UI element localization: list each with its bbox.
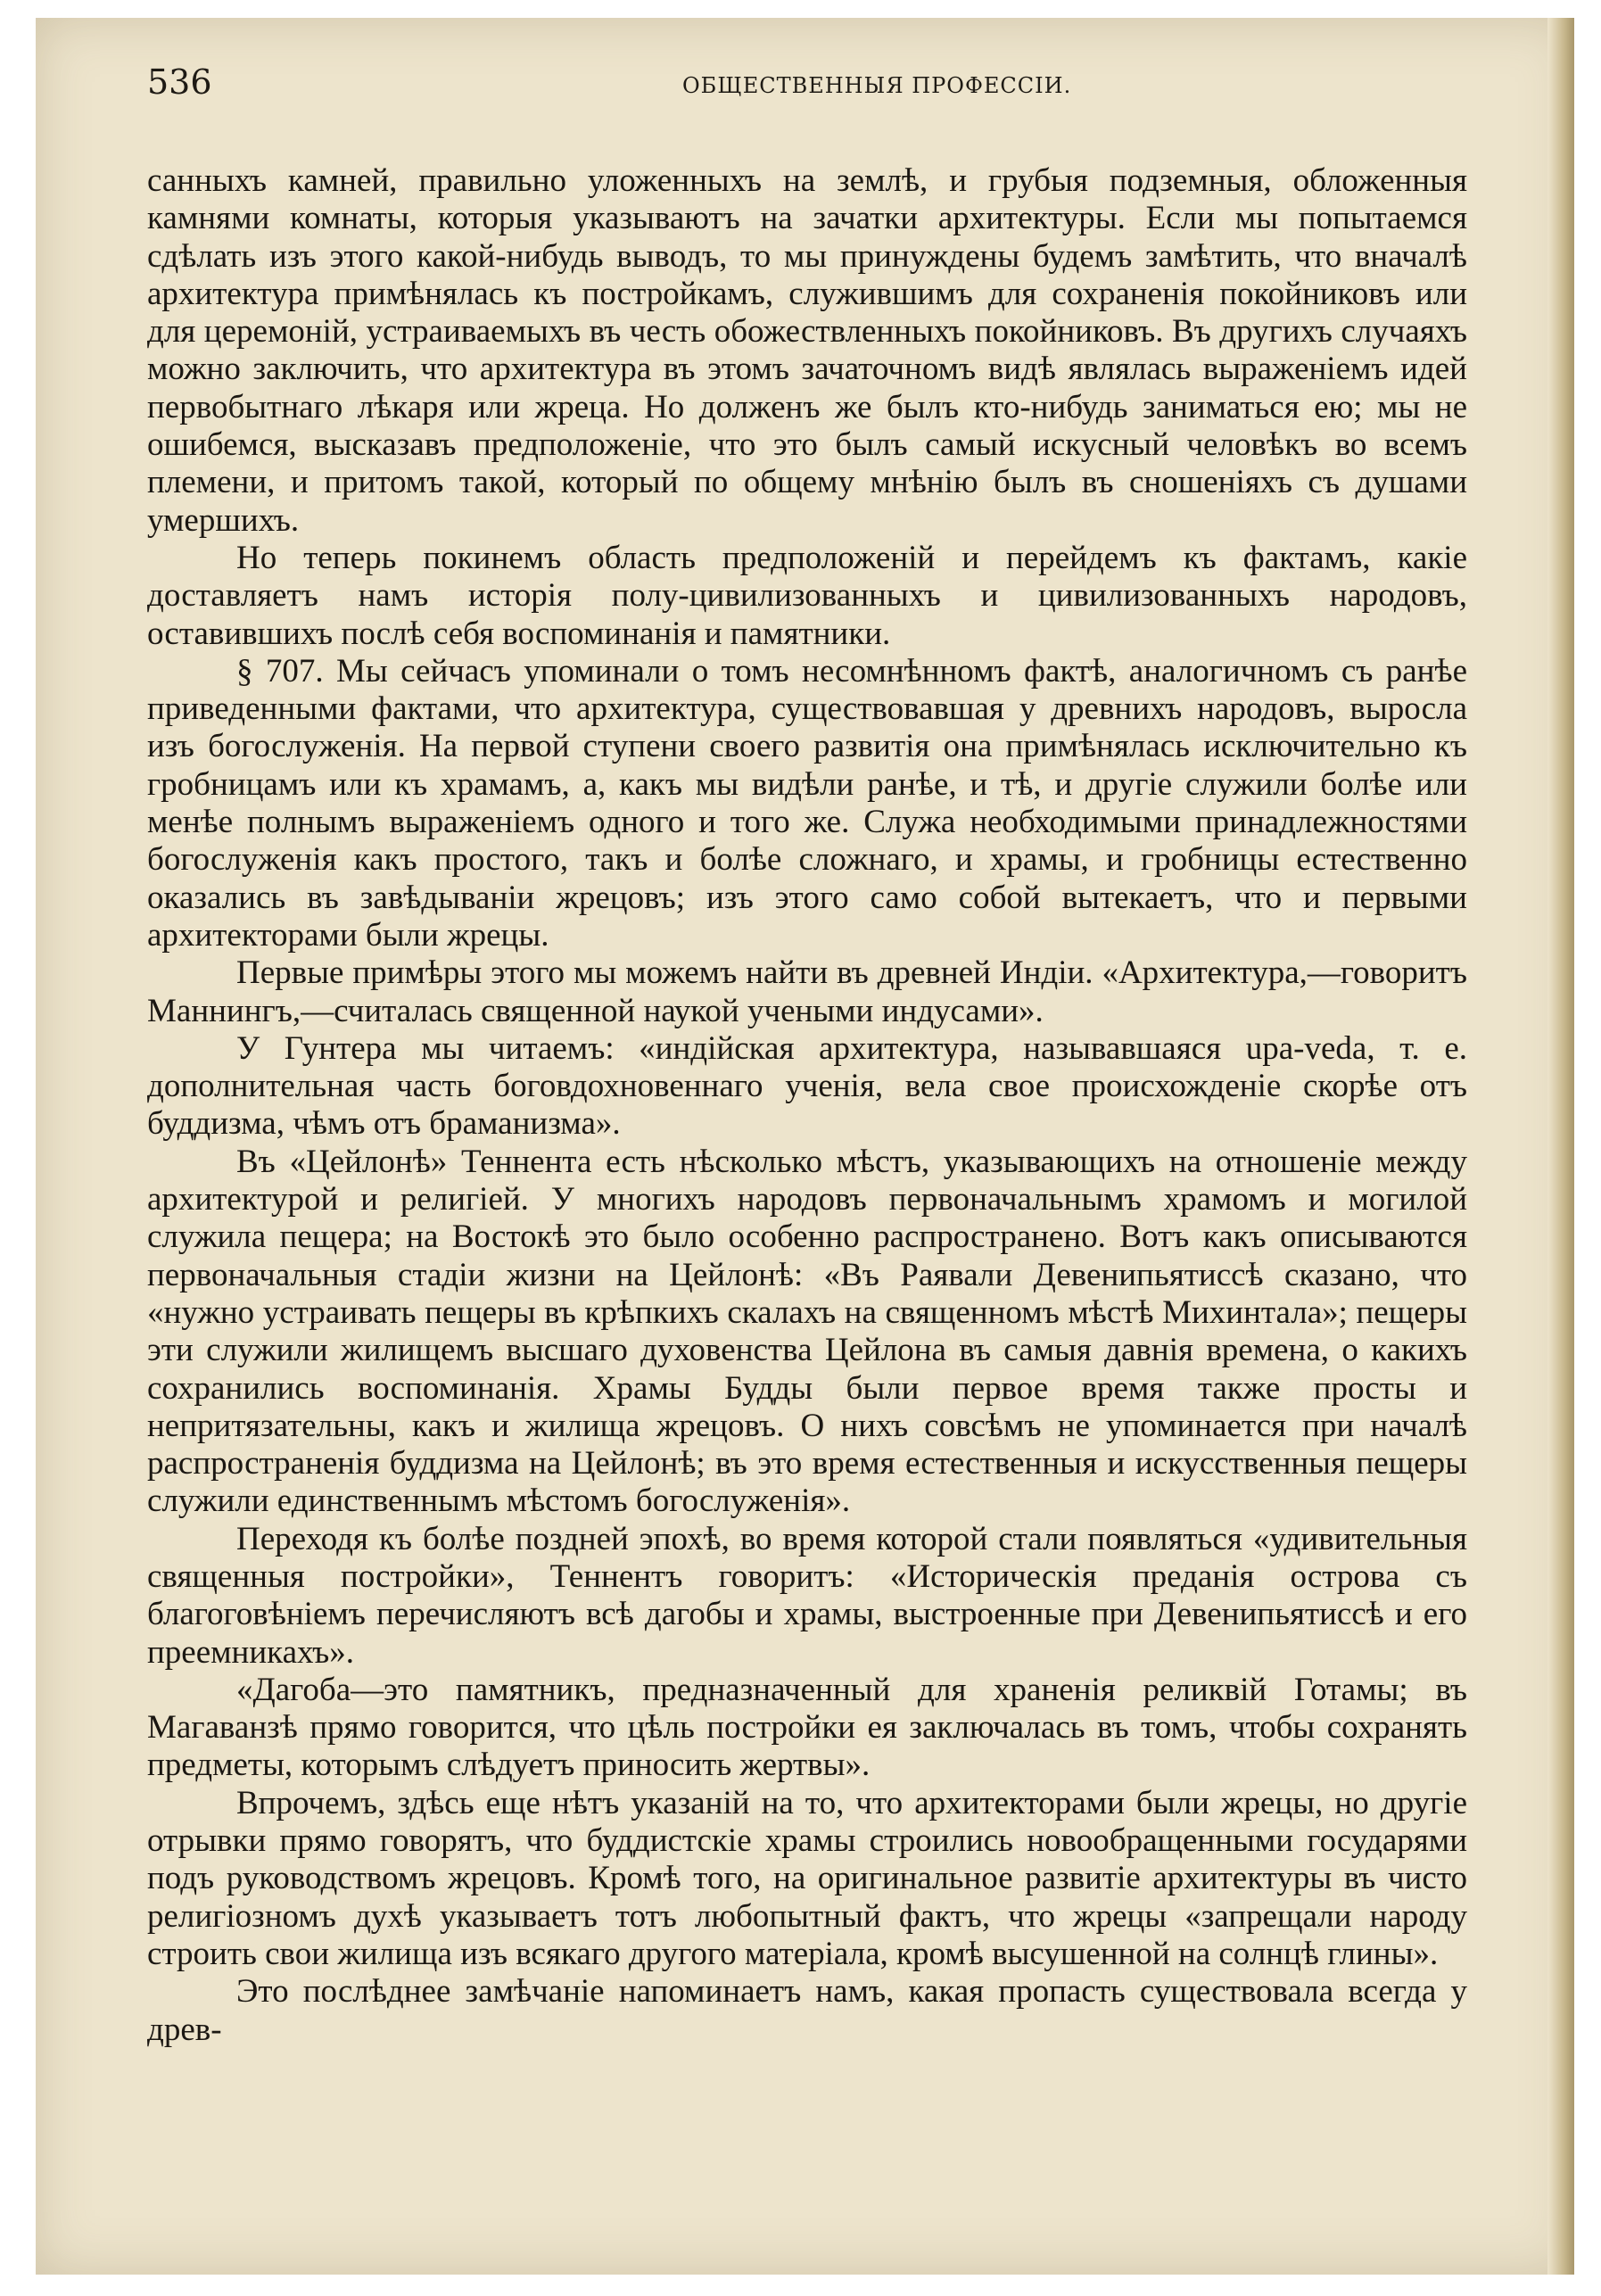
paragraph: санныхъ камней, правильно уложенныхъ на землѣ, и грубыя подземныя, обложенныя камнями комнаты, которыя указываютъ на зачатки архитектуры. Если мы попытаемся сдѣлать изъ этого какой-нибудь выводъ, то мы принуждены будемъ замѣтить, что вначалѣ архитектура примѣнялась къ постройкамъ, служившимъ для сохраненія покойниковъ или для церемоній, устраиваемыхъ въ честь обожествленныхъ покойниковъ. Въ другихъ случаяхъ можно заключить, что архитектура въ этомъ зачаточномъ видѣ являлась выраженіемъ идей первобытнаго лѣкаря или жреца. Но долженъ же былъ кто-нибудь заниматься ею; мы не ошибемся, высказавъ предположеніе, что это былъ самый искусный человѣкъ во всемъ племени, и притомъ такой, который по общему мнѣнію былъ въ сношеніяхъ съ душами умершихъ.	[147, 162, 1467, 539]
page-header	[147, 62, 1467, 116]
paragraph: Первые примѣры этого мы можемъ найти въ древней Индіи. «Архитектура,—говоритъ Маннингъ,—считалась священной наукой учеными индусами».	[147, 954, 1467, 1029]
paragraph: «Дагоба—это памятникъ, предназначенный для храненія реликвій Готамы; въ Магаванзѣ прямо говорится, что цѣль постройки ея заключалась въ томъ, чтобы сохранять предметы, которымъ слѣдуетъ приносить жертвы».	[147, 1671, 1467, 1784]
paragraph: Это послѣднее замѣчаніе напоминаетъ намъ, какая пропасть существовала всегда у древ-	[147, 1973, 1467, 2048]
paragraph: § 707. Мы сейчасъ упоминали о томъ несомнѣнномъ фактѣ, аналогичномъ съ ранѣе приведенными фактами, что архитектура, существовавшая у древнихъ народовъ, выросла изъ богослуженія. На первой ступени своего развитія она примѣнялась исключительно къ гробницамъ или къ храмамъ, а, какъ мы видѣли ранѣе, и тѣ, и другіе служили болѣе или менѣе полнымъ выраженіемъ одного и того же. Служа необходимыми принадлежностями богослуженія какъ простого, такъ и болѣе сложнаго, и храмы, и гробницы естественно оказались въ завѣдываніи жрецовъ; изъ этого само собой вытекаетъ, что и первыми архитекторами были жрецы.	[147, 652, 1467, 954]
paragraph: Переходя къ болѣе поздней эпохѣ, во время которой стали появляться «удивительныя священныя постройки», Теннентъ говоритъ: «Историческія преданія острова съ благоговѣніемъ перечисляютъ всѣ дагобы и храмы, выстроенные при Девенипьятиссѣ и его преемникахъ».	[147, 1520, 1467, 1671]
page-number: 536	[147, 62, 212, 102]
paragraph: Въ «Цейлонѣ» Теннента есть нѣсколько мѣстъ, указывающихъ на отношеніе между архитектурой и религіей. У многихъ народовъ первоначальнымъ храмомъ и могилой служила пещера; на Востокѣ это было особенно распространено. Вотъ какъ описываются первоначальныя стадіи жизни на Цейлонѣ: «Въ Раявали Девенипьятиссѣ сказано, что «нужно устраивать пещеры въ крѣпкихъ скалахъ на священномъ мѣстѣ Михинтала»; пещеры эти служили жилищемъ высшаго духовенства Цейлона въ самыя давнія времена, о какихъ сохранились воспоминанія. Храмы Будды были первое время также просты и непритязательны, какъ и жилища жрецовъ. О нихъ совсѣмъ не упоминается при началѣ распространенія буддизма на Цейлонѣ; въ это время естественныя и искусственныя пещеры служили единственнымъ мѣстомъ богослуженія».	[147, 1143, 1467, 1520]
paragraph: Но теперь покинемъ область предположеній и перейдемъ къ фактамъ, какіе доставляетъ намъ исторія полу-цивилизованныхъ и цивилизованныхъ народовъ, оставившихъ послѣ себя воспоминанія и памятники.	[147, 539, 1467, 652]
paragraph: Впрочемъ, здѣсь еще нѣтъ указаній на то, что архитекторами были жрецы, но другіе отрывки прямо говорятъ, что буддистскіе храмы строились новообращенными государями подъ руководствомъ жрецовъ. Кромѣ того, на оригинальное развитіе архитектуры въ чисто религіозномъ духѣ указываетъ тотъ любопытный фактъ, что жрецы «запрещали народу строить свои жилища изъ всякаго другого матеріала, кромѣ высушенной на солнцѣ глины».	[147, 1784, 1467, 1972]
running-title: ОБЩЕСТВЕННЫЯ ПРОФЕССІИ.	[682, 73, 1072, 98]
page-edge-shadow	[1547, 18, 1574, 2275]
paragraph: У Гунтера мы читаемъ: «индійская архитектура, называвшаяся upa-veda, т. е. дополнительная часть боговдохновеннаго ученія, вела свое происхожденіе скорѣе отъ буддизма, чѣмъ отъ браманизма».	[147, 1029, 1467, 1143]
body-text	[147, 162, 1467, 2049]
